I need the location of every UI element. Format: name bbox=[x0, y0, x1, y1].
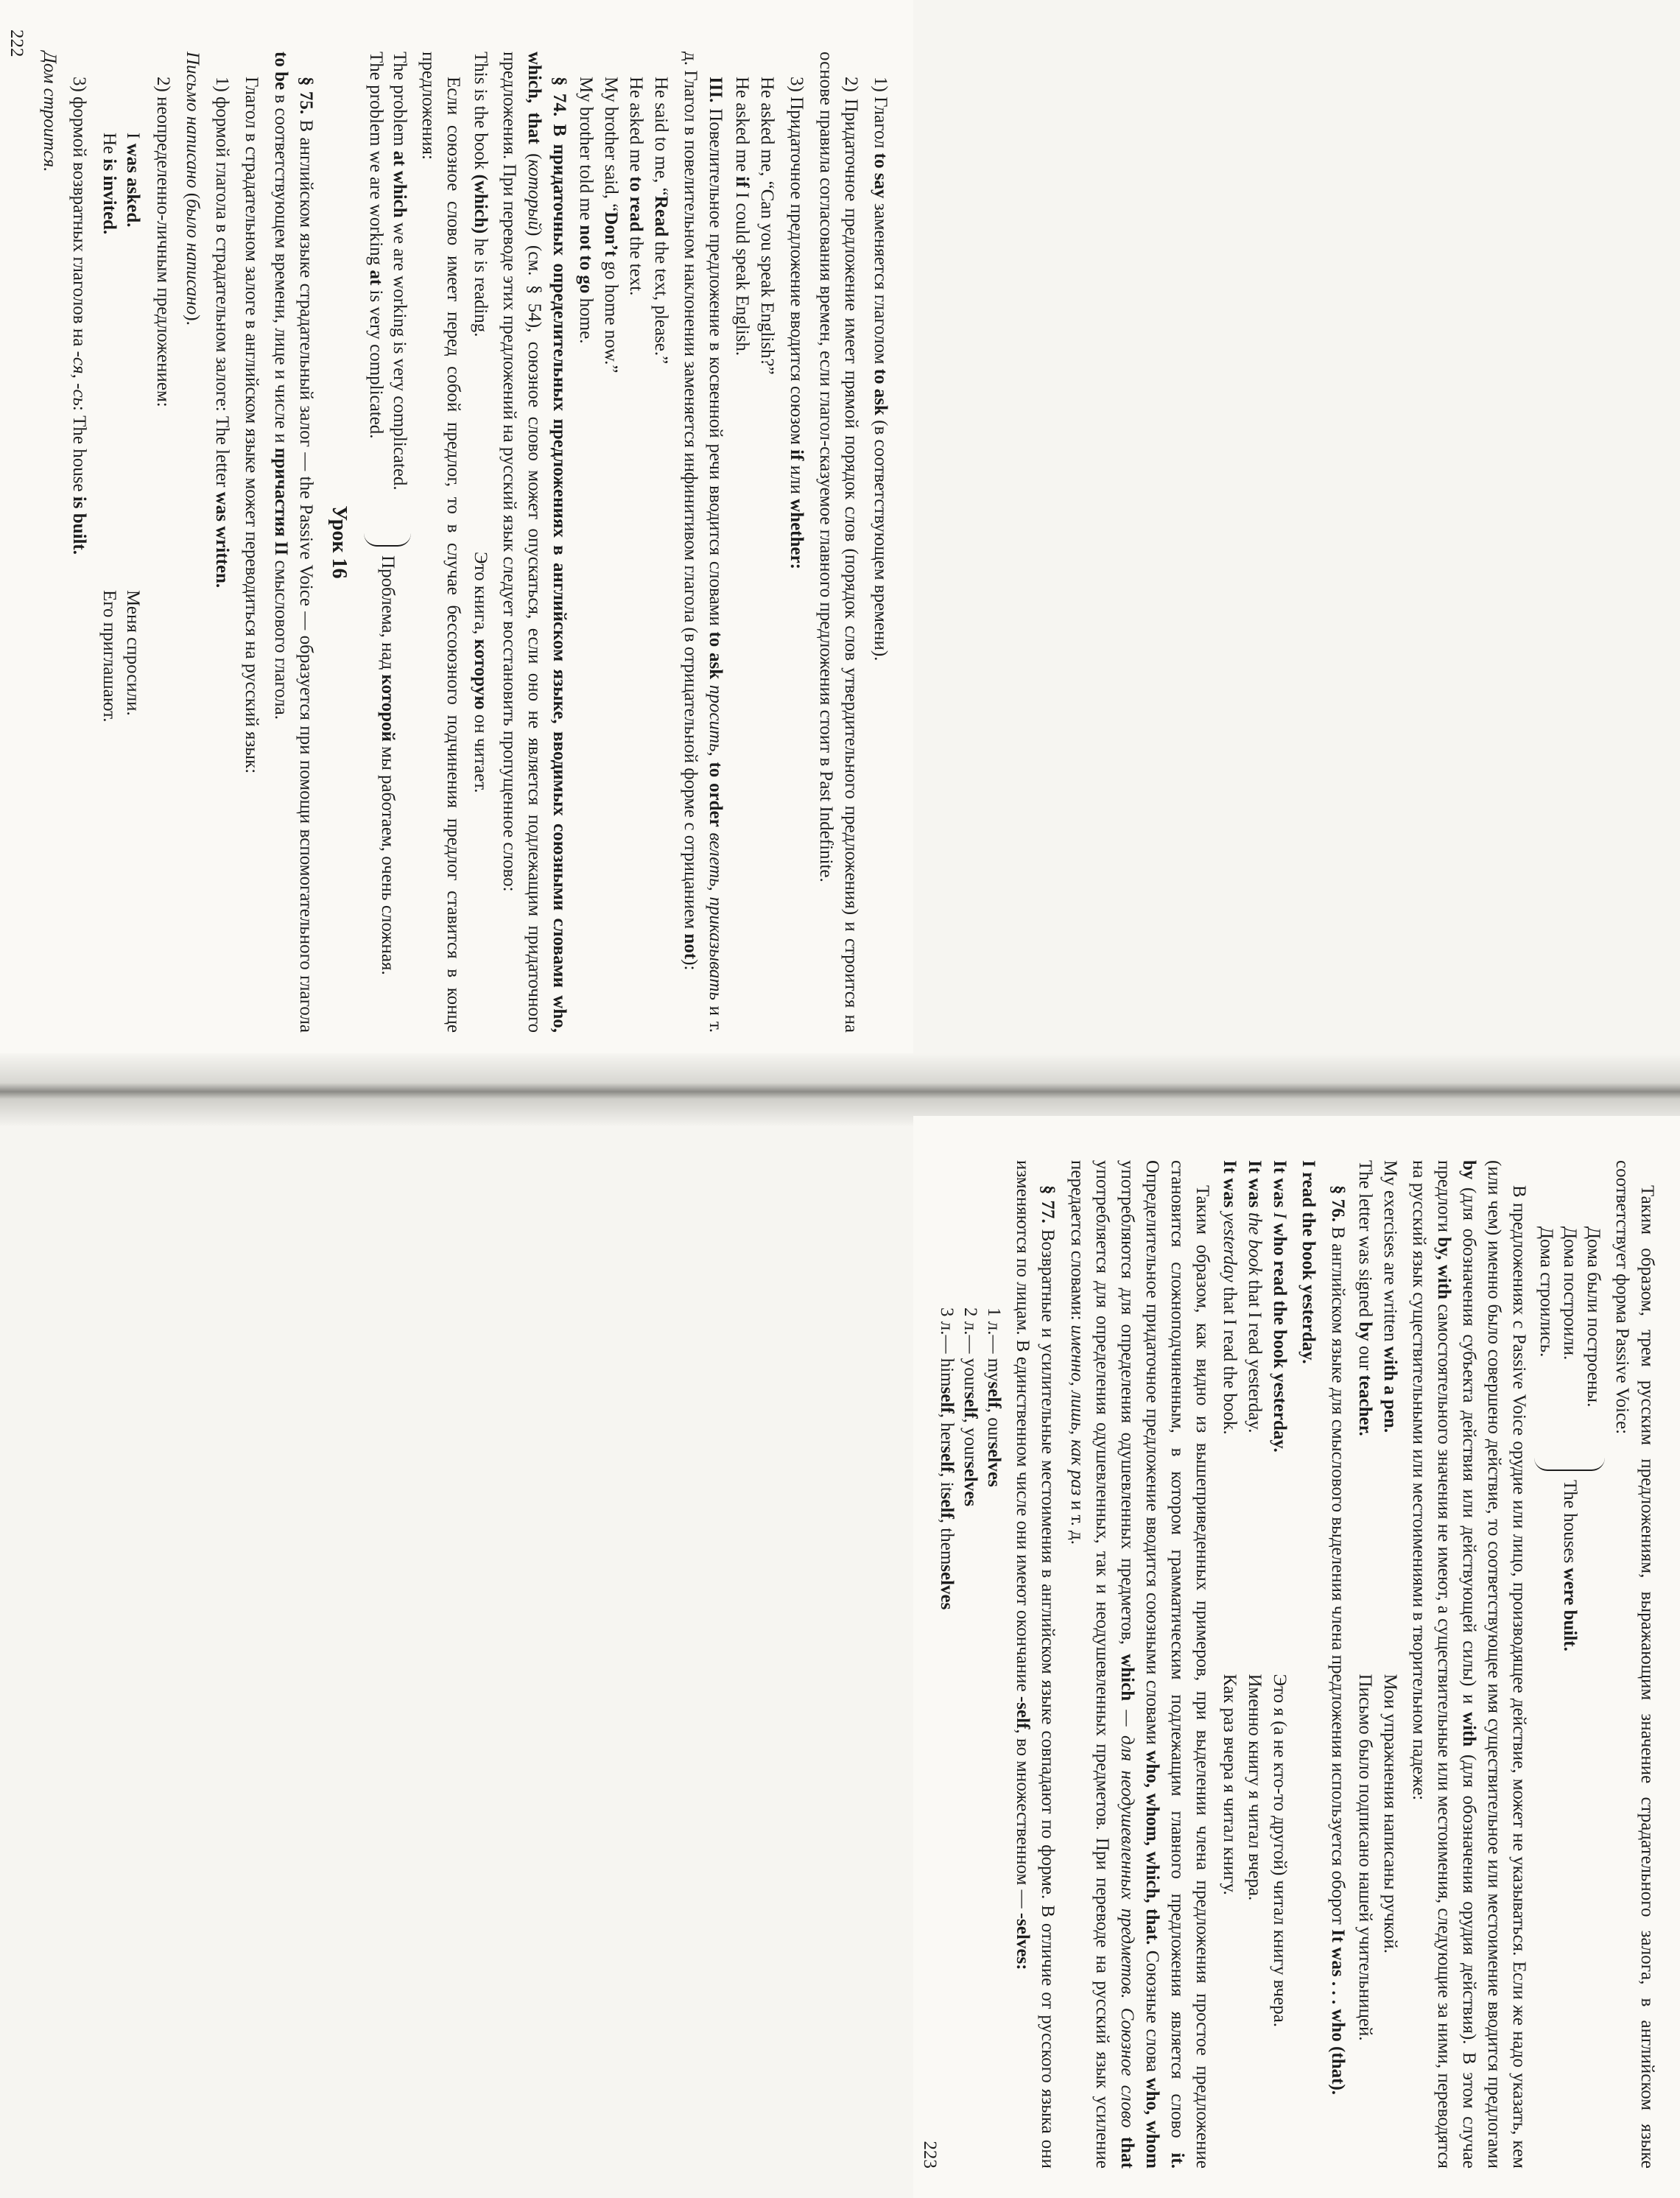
example-ru: Как раз вчера я читал книгу. bbox=[1220, 1674, 1240, 1895]
example-en: This is the book (which) he is reading. bbox=[471, 52, 491, 337]
example-table bbox=[97, 133, 144, 1033]
example-table bbox=[468, 52, 492, 1033]
example-en: My exercises are written with a pen. bbox=[1380, 1160, 1400, 1433]
example-ru: Именно книгу я читал вчера. bbox=[1245, 1674, 1265, 1901]
brace bbox=[364, 532, 411, 547]
example-pair bbox=[1534, 1226, 1605, 2169]
example-ru: Мои упражнения написаны ручкой. bbox=[1380, 1674, 1400, 1954]
section-77: § 77. Возвратные и усилительные местоимения в английском языке совпадают по форме. В отличие от русского языка они изменяются по лицам. В единственном числе они имеют окончание -self, во множественном — -selves: bbox=[1013, 1160, 1058, 2169]
example-en: The houses were built. bbox=[1560, 1480, 1580, 1651]
example-line: My brother said, “Don’t go home now.” bbox=[601, 77, 621, 373]
paragraph: 3) формой возвратных глаголов на -ся, -сь: The house is built. bbox=[69, 77, 89, 555]
list-item: 3 л.— himself, herself, itself, themselves bbox=[937, 1307, 957, 1610]
example-ru: Проблема, над которой мы работаем, очень сложная. bbox=[378, 555, 398, 975]
example-ru: Меня спросили. bbox=[123, 590, 143, 716]
example-ru: Дома были построены. Дома построили. Дома строились. bbox=[1536, 1226, 1603, 1408]
example-en: It was yesterday that I read the book. bbox=[1220, 1160, 1240, 1435]
example-line: My brother told me not to go home. bbox=[576, 77, 596, 344]
page-223 bbox=[913, 1116, 1680, 2198]
section-76: § 76. В английском языке для смыслового выделения члена предложения используется оборот It was . . . who (that). bbox=[1328, 1185, 1348, 2096]
paragraph: 3) Придаточное предложение вводится союзом if или whether: bbox=[787, 77, 806, 569]
example-ru: Это книга, которую он читает. bbox=[471, 552, 491, 793]
example-pair bbox=[364, 52, 411, 1033]
example-table bbox=[1353, 1160, 1402, 2169]
paragraph: Письмо написано (было написано). bbox=[183, 52, 203, 326]
paragraph: Если союзное слово имеет перед собой предлог, то в случае бессоюзного подчинения предлог ставится в конце предложения: bbox=[418, 52, 463, 1033]
paragraph: 2) неопределенно-личным предложением: bbox=[153, 77, 173, 407]
example-en: He is invited. bbox=[99, 133, 119, 235]
example-line: He asked me to read the text. bbox=[626, 77, 646, 296]
pronoun-list bbox=[935, 1307, 1005, 2169]
lesson-heading: Урок 16 bbox=[328, 505, 351, 579]
page-222 bbox=[0, 0, 913, 1068]
section-74: § 74. В придаточных определительных предложениях в английском языке, вводимых союзными словами who, which, that (который) (см. § 54), союзное слово может опускаться, если оно не является подлежащим придаточного предложения. При переводе этих предложений на русский язык следует восстановить пропущенное слово: bbox=[499, 52, 569, 1033]
paragraph: Таким образом, трем русским предложениям, выражающим значение страдательного залога, в английском языке соответствует форма Passive Voice: bbox=[1612, 1160, 1657, 2169]
paragraph: 2) Придаточное предложение имеет прямой порядок слов (порядок слов утвердительного предложения) и строится на основе правила согласования времен, если глагол-сказуемое главного предложения стоит в Past Indefinite. bbox=[816, 52, 861, 1033]
paragraph: Глагол в страдательном залоге в английском языке может переводиться на русский язык: bbox=[242, 77, 261, 774]
example-en: It was the book that I read yesterday. bbox=[1245, 1160, 1265, 1433]
brace bbox=[1534, 1456, 1605, 1471]
paragraph: Таким образом, как видно из вышеприведенных примеров, при выделении члена предложения простое предложение становится сложноподчиненным, в котором грамматическим подлежащим главного предложения является слово it. Определительное придаточное предложение вводится союзными словами who, whom, which, that. Союзные слова who, whom употребляются для определения одушевленных предметов, which — для неодушевленных предметов. Союзное слово that употребляется для определения одушевленных, так и неодушевленных предметов. При переводе на русский язык усиление передается словами: именно, лишь, как раз и т. д. bbox=[1067, 1160, 1212, 2169]
paragraph: 1) Глагол to say заменяется глаголом to ask (в соответствующем времени). bbox=[871, 77, 890, 661]
page-number: 223 bbox=[920, 2141, 940, 2169]
example-line: He said to me, “Read the text, please.” bbox=[651, 77, 671, 365]
example-table bbox=[1217, 1160, 1291, 2169]
example-line: I read the book yesterday. bbox=[1298, 1160, 1318, 1364]
example-en: The problem at which we are working is very complicated. The problem we are working at is very complicated. bbox=[366, 52, 410, 491]
paragraph: III. Повелительное предложение в косвенной речи вводится словами to ask просить, to order велеть, приказывать и т. д. Глагол в повелительном наклонении заменяется инфинитивом глагола (в отрицательной форме с отрицанием not): bbox=[681, 52, 725, 1033]
example-line: He asked me, “Can you speak English?” bbox=[757, 77, 777, 375]
paragraph: В предложениях с Passive Voice орудие или лицо, производящее действие, может не указываться. Если же надо указать, кем (или чем) именно было совершено действие, то соответствующее имя существительное или местоимение вводится предлогами by (для обозначения субъекта действия или действующей силы) и with (для обозначения орудия действия). В этом случае предлоги by, with самостоятельного значения не имеют, а существительные или местоимения, следующие за ними, переводятся на русский язык существительными или местоимениями в творительном падеже: bbox=[1409, 1160, 1529, 2169]
example-block bbox=[573, 77, 673, 1033]
section-75: § 75. В английском языке страдательный залог — the Passive Voice — образуется при помощи вспомогательного глагола to be в соответствующем времени, лице и числе и причастия II смыслового глагола. bbox=[271, 52, 316, 1033]
example-block bbox=[729, 77, 779, 1033]
list-item: 1 л.— myself, ourselves bbox=[984, 1307, 1004, 1487]
list-item: 2 л.— yourself, yourselves bbox=[960, 1307, 980, 1507]
paragraph: 1) формой глагола в страдательном залоге: The letter was written. bbox=[212, 77, 232, 589]
example-ru: Письмо было подписано нашей учительницей. bbox=[1355, 1674, 1375, 2041]
example-en: I was asked. bbox=[123, 133, 143, 228]
paragraph: Дом строится. bbox=[40, 52, 60, 172]
example-line: He asked me if I could speak English. bbox=[732, 77, 752, 357]
example-ru: Это я (а не кто-то другой) читал книгу вчера. bbox=[1270, 1674, 1290, 2028]
example-en: The letter was signed by our teacher. bbox=[1355, 1160, 1375, 1436]
page-number: 222 bbox=[7, 29, 27, 57]
example-en: It was I who read the book yesterday. bbox=[1270, 1160, 1290, 1453]
example-ru: Его приглашают. bbox=[99, 590, 119, 723]
